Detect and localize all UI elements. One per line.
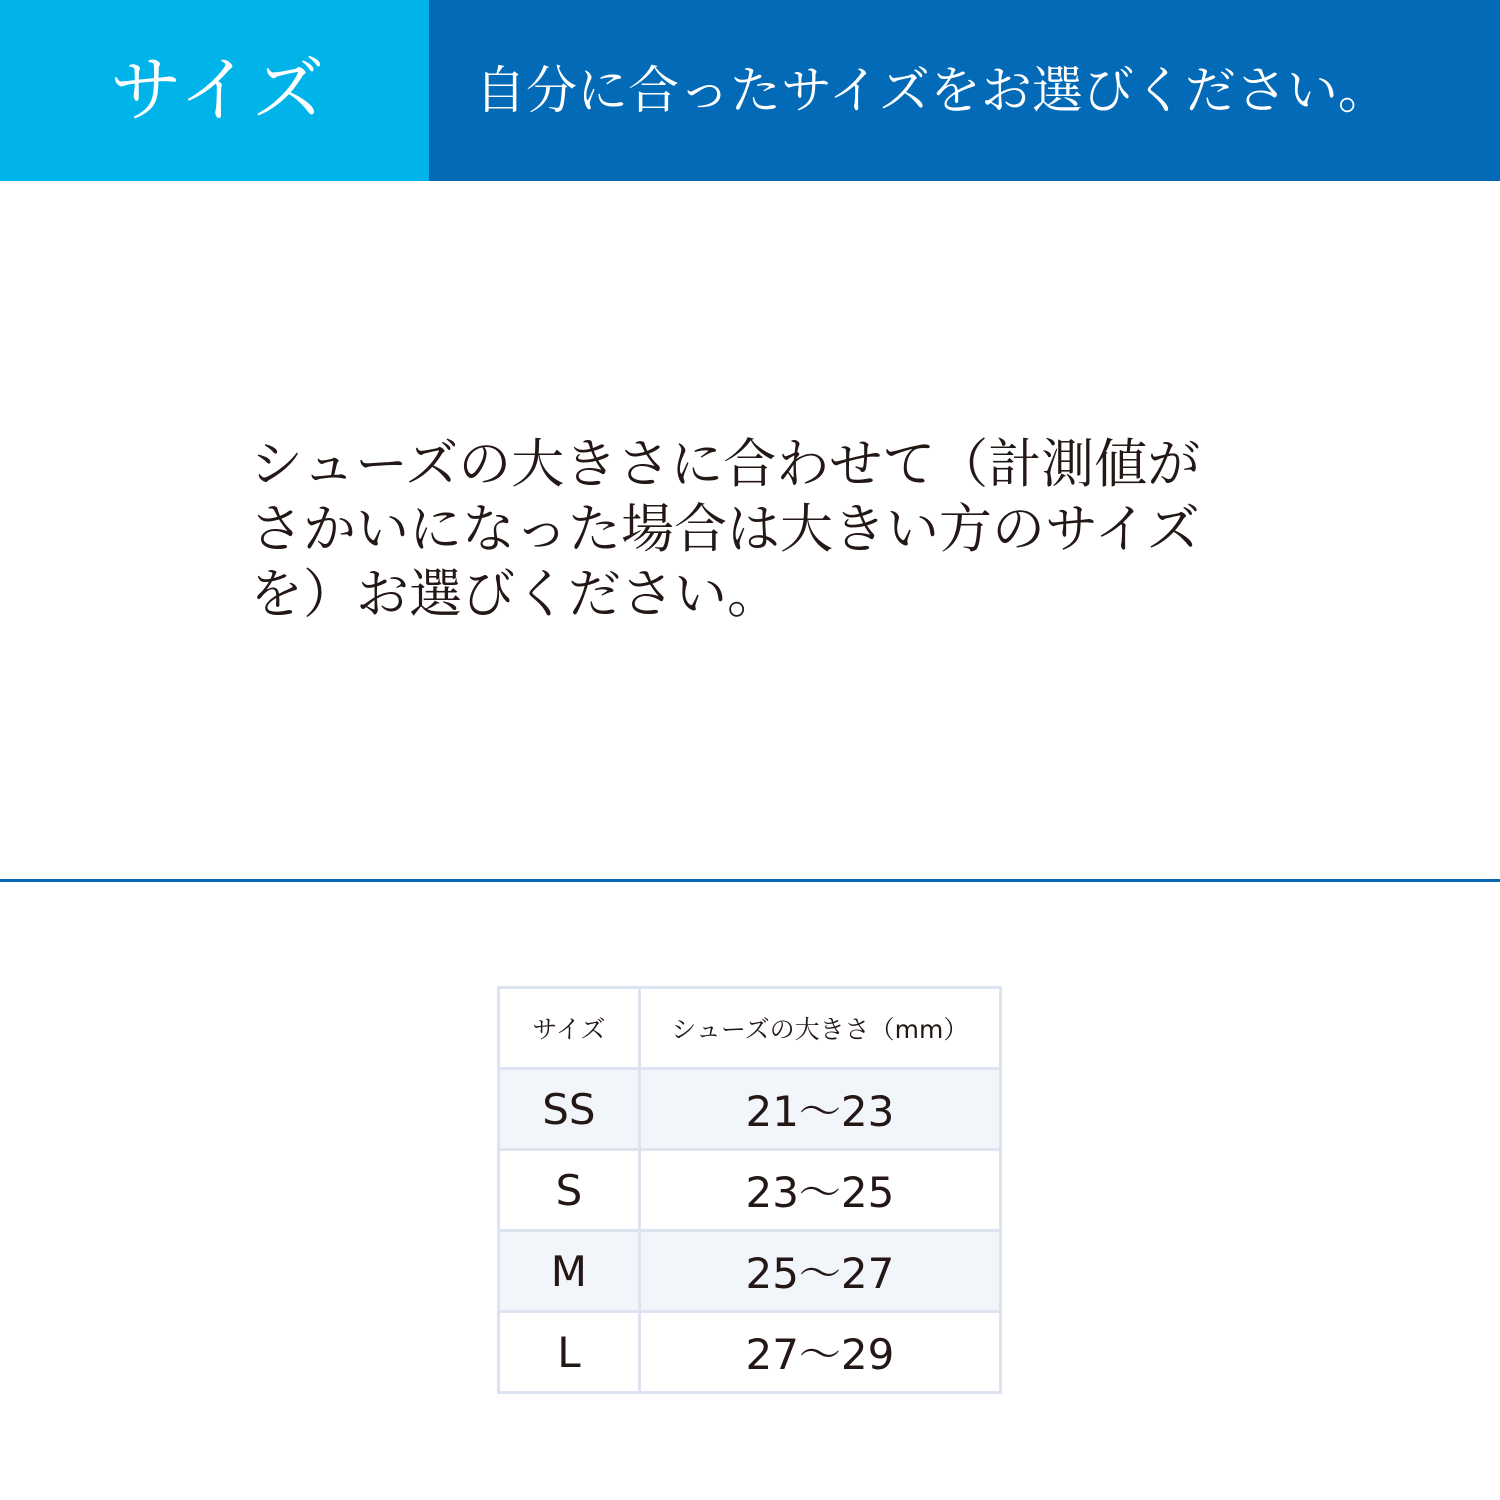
section-divider (0, 879, 1500, 882)
instruction-line: を）お選びください。 (250, 564, 780, 625)
table-row (499, 1312, 1001, 1393)
instruction-line: さかいになった場合は大きい方のサイズ (250, 499, 1200, 560)
table-row (499, 1150, 1001, 1231)
table-header-row (499, 988, 1001, 1069)
header-tab-label: サイズ (110, 48, 327, 132)
size-cell: SS (499, 1069, 640, 1150)
size-instructions (250, 432, 1260, 627)
range-cell: 23〜25 (639, 1150, 1000, 1231)
instruction-line: シューズの大きさに合わせて（計測値が (250, 434, 1201, 495)
size-cell: S (499, 1150, 640, 1231)
header-tab (0, 0, 429, 181)
header-bar (429, 0, 1500, 181)
size-chart-table (497, 986, 1002, 1394)
table-row (499, 1069, 1001, 1150)
range-cell: 27〜29 (639, 1312, 1000, 1393)
range-cell: 21〜23 (639, 1069, 1000, 1150)
table-row (499, 1231, 1001, 1312)
header-subtitle: 自分に合ったサイズをお選びください。 (475, 62, 1389, 121)
column-header-shoe-size: シューズの大きさ（mm） (639, 988, 1000, 1069)
size-cell: L (499, 1312, 640, 1393)
header-banner (0, 0, 1500, 181)
size-cell: M (499, 1231, 640, 1312)
column-header-size: サイズ (499, 988, 640, 1069)
range-cell: 25〜27 (639, 1231, 1000, 1312)
